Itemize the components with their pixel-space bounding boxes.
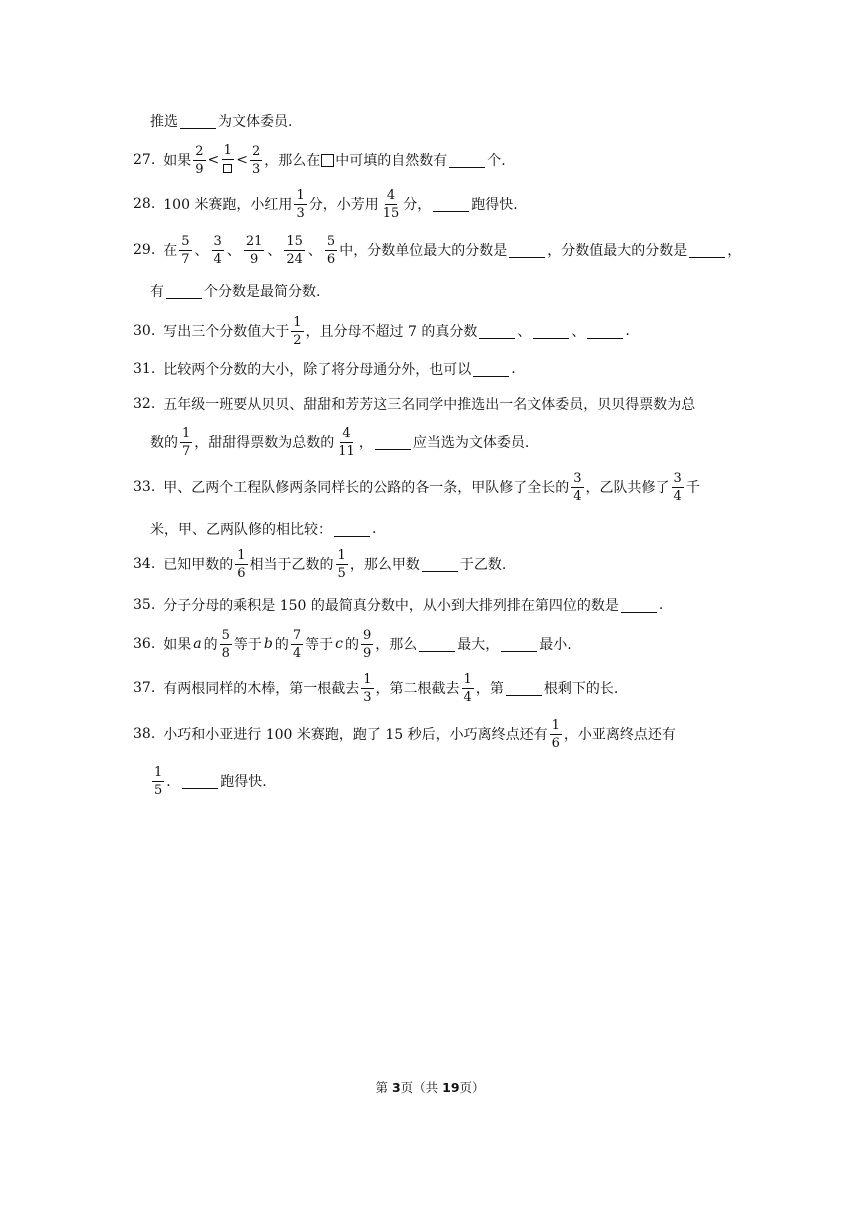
q37-mid2: ，第 (475, 681, 504, 697)
page-number: 3 (391, 1080, 401, 1095)
q33-prefix: 甲、乙两个工程队修两条同样长的公路的各一条，甲队修了全长的 (163, 480, 570, 496)
question-33-line2 (150, 514, 376, 544)
question-28 (133, 189, 518, 219)
question-number: 30. (133, 323, 156, 339)
q36-de: 的 (274, 637, 289, 653)
q38-mid: ，小亚离终点还有 (563, 727, 676, 743)
question-38 (133, 719, 676, 749)
answer-blank (334, 522, 370, 537)
q32-mid: ，甜甜得票数为总数的 (194, 435, 335, 451)
q32-line1: 五年级一班要从贝贝、甜甜和芳芳这三名同学中推选出一名文体委员，贝贝得票数为总 (163, 397, 696, 413)
question-30 (133, 316, 630, 346)
q32-line2-prefix: 数的 (150, 435, 178, 451)
question-32-line2 (150, 427, 529, 457)
fraction: 1 4 (463, 671, 472, 705)
question-number: 32. (133, 396, 156, 412)
fraction: 2 9 (195, 143, 204, 177)
q32-mid2: ， (358, 435, 373, 451)
fraction: 5 8 (221, 627, 230, 661)
answer-blank (501, 637, 537, 652)
question-number: 27. (133, 152, 156, 168)
fraction: 21 9 (245, 233, 263, 267)
fraction: 9 9 (363, 627, 372, 661)
q35-tail: . (658, 597, 664, 613)
fraction: 7 4 (292, 627, 302, 661)
question-29 (133, 235, 741, 265)
q36-equals: 等于 (233, 637, 262, 653)
q30-prefix: 写出三个分数值大于 (163, 324, 290, 340)
q38-tail: 跑得快. (220, 774, 267, 790)
fraction: 15 24 (286, 233, 303, 267)
fraction: 3 4 (673, 470, 682, 504)
q27-tail: 个. (487, 153, 506, 169)
fraction: 1 5 (154, 764, 163, 798)
fraction: 1 6 (551, 717, 560, 751)
q29-mid2: ，分数值最大的分数是 (547, 243, 688, 259)
question-36 (133, 629, 572, 659)
less-than-sign: < (207, 152, 220, 168)
q38-prefix: 小巧和小亚进行 100 米赛跑，跑了 15 秒后，小巧离终点还有 (163, 727, 548, 743)
fraction: 5 6 (326, 233, 336, 267)
question-31 (133, 354, 516, 384)
fraction: 1 6 (237, 547, 246, 581)
q27-mid: ，那么在 (264, 153, 321, 169)
q30-mid: ，且分母不超过 7 的真分数 (305, 324, 478, 340)
q36-mid: ，那么 (375, 637, 418, 653)
fraction: 1 3 (363, 671, 372, 705)
fraction: 4 15 (382, 187, 400, 221)
question-38-line2 (150, 766, 267, 796)
answer-blank (419, 637, 455, 652)
separator: 、 (517, 324, 532, 340)
q33-mid: ，乙队共修了 (585, 480, 670, 496)
q31-prefix: 比较两个分数的大小，除了将分母通分外，也可以 (163, 362, 472, 378)
answer-blank (449, 153, 485, 168)
q36-prefix: 如果 (163, 637, 192, 653)
question-number: 34. (133, 556, 156, 572)
q27-prefix: 如果 (163, 153, 192, 169)
question-number: 36. (133, 636, 156, 652)
q29-tail: ， (727, 243, 742, 259)
question-number: 33. (133, 479, 156, 495)
q30-tail: . (625, 323, 630, 339)
q36-de: 的 (345, 637, 359, 653)
answer-blank (375, 435, 411, 450)
question-number: 35. (133, 597, 156, 613)
variable-a: a (193, 636, 202, 652)
answer-blank (506, 681, 542, 696)
fraction: 1 7 (182, 425, 191, 459)
answer-blank (689, 243, 725, 258)
separator: 、 (267, 243, 282, 259)
separator: 、 (307, 243, 322, 259)
answer-blank (422, 557, 458, 572)
answer-blank (533, 324, 569, 339)
q31-tail: . (511, 361, 516, 377)
q26-text: 推选 (150, 114, 178, 130)
fraction: 1 3 (296, 187, 305, 221)
question-number: 31. (133, 361, 156, 377)
fraction: 2 3 (252, 143, 261, 177)
q36-de: 的 (203, 637, 218, 653)
q33-line2-tail: . (372, 521, 377, 537)
fraction: 3 4 (573, 470, 582, 504)
separator: 、 (571, 324, 586, 340)
total-pages: 19 (442, 1080, 460, 1095)
answer-blank (182, 774, 218, 789)
question-27 (133, 145, 506, 175)
q36-max: 最大， (457, 637, 500, 653)
q33-line2-prefix: 米，甲、乙两队修的相比较： (150, 522, 332, 538)
q36-equals: 等于 (305, 637, 334, 653)
answer-blank (587, 324, 623, 339)
question-number: 37. (133, 680, 156, 696)
fraction: 4 11 (338, 425, 355, 459)
q29-line2-tail: 个分数是最简分数. (204, 284, 321, 300)
q35-prefix: 分子分母的乘积是 150 的最简真分数中，从小到大排列排在第四位的数是 (163, 598, 619, 614)
square-box-icon (223, 164, 232, 173)
question-26-continuation (150, 106, 292, 136)
answer-blank (509, 243, 545, 258)
q37-mid: ，第二根截去 (375, 681, 460, 697)
page-footer (0, 1078, 860, 1096)
answer-blank (479, 324, 515, 339)
q28-prefix: 100 米赛跑，小红用 (163, 197, 293, 213)
q28-tail: 跑得快. (471, 197, 518, 213)
q26-tail: 为文体委员. (218, 114, 293, 130)
variable-b: b (263, 636, 273, 652)
answer-blank (433, 197, 469, 212)
fraction: 5 7 (181, 233, 190, 267)
question-32 (133, 389, 695, 419)
question-number: 29. (133, 242, 156, 258)
q28-mid2: 分， (403, 197, 432, 213)
less-than-sign: < (236, 152, 249, 168)
q34-mid2: ，那么甲数 (349, 557, 420, 573)
q34-mid: 相当于乙数的 (249, 557, 334, 573)
q32-tail: 应当选为文体委员. (412, 435, 530, 451)
answer-blank (180, 114, 216, 129)
q29-prefix: 在 (163, 243, 178, 259)
question-35 (133, 590, 663, 620)
fraction: 1 2 (293, 314, 302, 348)
footer-prefix: 第 (375, 1080, 392, 1095)
question-29-line2 (150, 276, 320, 306)
q29-line2-prefix: 有 (150, 284, 164, 300)
fraction: 1 5 (337, 547, 346, 581)
square-box-icon (321, 154, 334, 167)
footer-suffix: 页） (459, 1080, 485, 1095)
variable-c: c (335, 636, 343, 652)
q37-prefix: 有两根同样的木棒，第一根截去 (163, 681, 360, 697)
answer-blank (473, 362, 509, 377)
separator: 、 (194, 243, 209, 259)
q29-mid: 中，分数单位最大的分数是 (339, 243, 508, 259)
answer-blank (166, 284, 202, 299)
q28-mid: 分，小芳用 (308, 197, 379, 213)
question-33 (133, 472, 700, 502)
fraction-with-box: 1 (221, 144, 234, 176)
q34-tail: 于乙数. (459, 557, 507, 573)
q38-mid2: ． (166, 774, 181, 790)
question-number: 38. (133, 726, 156, 742)
footer-mid: 页（共 (400, 1080, 443, 1095)
q27-mid2: 中可填的自然数有 (335, 153, 448, 169)
fraction: 3 4 (213, 233, 222, 267)
q34-prefix: 已知甲数的 (163, 557, 234, 573)
question-number: 28. (133, 196, 156, 212)
question-37 (133, 673, 618, 703)
q36-tail: 最小. (539, 637, 572, 653)
separator: 、 (226, 243, 241, 259)
q37-tail: 根剩下的长. (543, 681, 619, 697)
answer-blank (621, 598, 657, 613)
question-34 (133, 549, 506, 579)
q33-tail: 千 (685, 480, 700, 496)
